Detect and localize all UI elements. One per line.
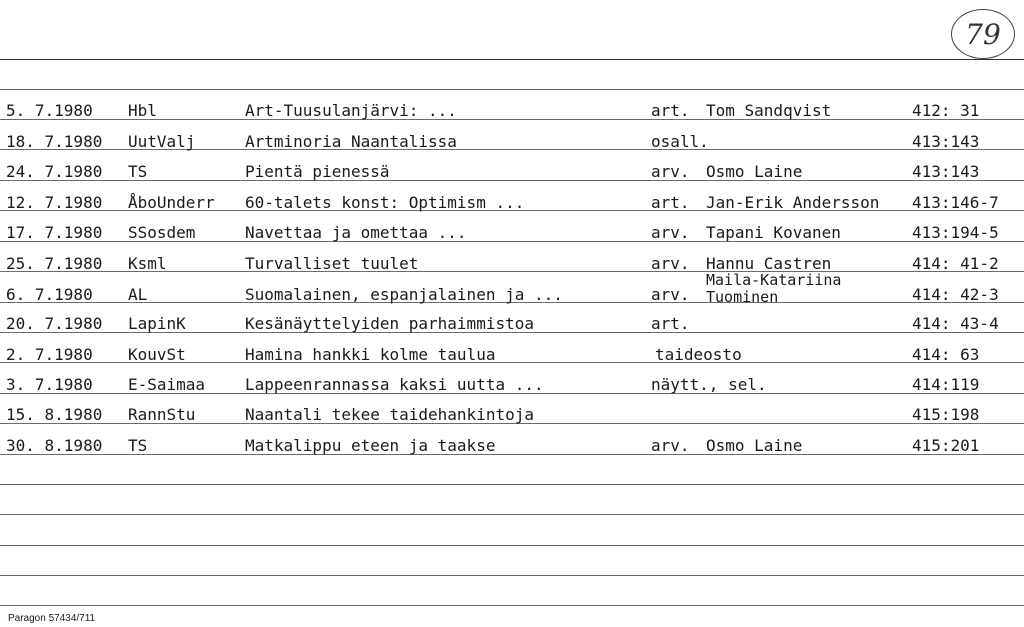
entry-title: 60-talets konst: Optimism ... [245, 193, 525, 212]
entry-date: 25. 7.1980 [6, 254, 103, 273]
entry-date: 30. 8.1980 [6, 436, 103, 455]
entry-date: 12. 7.1980 [6, 193, 103, 212]
entry-row [0, 130, 1024, 154]
entry-title: Lappeenrannassa kaksi uutta ... [245, 375, 544, 394]
entry-reference: 414: 43-4 [912, 314, 999, 333]
entry-source: TS [128, 162, 148, 181]
entry-row [0, 221, 1024, 245]
entry-title: Artminoria Naantalissa [245, 132, 457, 151]
entry-author: Osmo Laine [706, 436, 803, 455]
entry-title: Naantali tekee taidehankintoja [245, 405, 534, 424]
entry-title: Hamina hankki kolme taulua [245, 345, 496, 364]
entry-author: Osmo Laine [706, 162, 803, 181]
entry-date: 15. 8.1980 [6, 405, 103, 424]
entry-source: RannStu [128, 405, 196, 424]
entry-type: näytt., sel. [651, 375, 767, 394]
entry-source: ÅboUnderr [128, 193, 215, 212]
entry-reference: 415:198 [912, 405, 980, 424]
entry-source: TS [128, 436, 148, 455]
entry-source: AL [128, 285, 148, 304]
entry-row [0, 343, 1024, 367]
entry-type: arv. [651, 162, 690, 181]
author-first-name-line: Maila-Katariina [706, 271, 842, 289]
entry-source: SSosdem [128, 223, 196, 242]
entry-title: Kesänäyttelyiden parhaimmistoa [245, 314, 534, 333]
entry-date: 5. 7.1980 [6, 101, 93, 120]
entry-date: 2. 7.1980 [6, 345, 93, 364]
entry-source: UutValj [128, 132, 196, 151]
entry-source: E-Saimaa [128, 375, 206, 394]
entry-date: 18. 7.1980 [6, 132, 103, 151]
entry-row [0, 271, 1024, 307]
entry-row [0, 373, 1024, 397]
entry-title: Art-Tuusulanjärvi: ... [245, 101, 457, 120]
entry-row [0, 191, 1024, 215]
entry-title: Navettaa ja omettaa ... [245, 223, 467, 242]
entry-date: 3. 7.1980 [6, 375, 93, 394]
entry-reference: 414: 42-3 [912, 285, 999, 304]
ruled-line [0, 89, 1024, 90]
entry-author: Tom Sandqvist [706, 101, 832, 120]
entry-row [0, 312, 1024, 336]
entry-reference: 413:194-5 [912, 223, 999, 242]
entry-date: 17. 7.1980 [6, 223, 103, 242]
entry-date: 24. 7.1980 [6, 162, 103, 181]
entry-type: art. [651, 101, 690, 120]
author-last-name-line: Tuominen [706, 288, 779, 306]
entry-type: arv. [651, 223, 690, 242]
entry-author: Jan-Erik Andersson [706, 193, 880, 212]
entry-row [0, 99, 1024, 123]
entry-reference: 413:143 [912, 162, 980, 181]
entry-source: KouvSt [128, 345, 186, 364]
entry-type: art. [651, 314, 690, 333]
entry-row [0, 403, 1024, 427]
ruled-line [0, 484, 1024, 485]
entry-type: arv. [651, 254, 690, 273]
entry-title: Pientä pienessä [245, 162, 390, 181]
entry-row [0, 434, 1024, 458]
page-number-stamp: 79 [951, 9, 1015, 59]
header-rule [0, 59, 1024, 60]
entry-title: Matkalippu eteen ja taakse [245, 436, 496, 455]
entry-reference: 414: 41-2 [912, 254, 999, 273]
entry-type: osall. [651, 132, 709, 151]
entry-author [706, 272, 841, 306]
entry-reference: 412: 31 [912, 101, 980, 120]
entry-date: 20. 7.1980 [6, 314, 103, 333]
entry-title: Suomalainen, espanjalainen ja ... [245, 285, 563, 304]
entry-source: Ksml [128, 254, 167, 273]
entry-title: Turvalliset tuulet [245, 254, 419, 273]
card-form-number: Paragon 57434/711 [8, 613, 96, 624]
ruled-line [0, 514, 1024, 515]
entry-reference: 414: 63 [912, 345, 980, 364]
entry-row [0, 252, 1024, 276]
entry-author: Tapani Kovanen [706, 223, 841, 242]
entry-type: arv. [651, 285, 690, 304]
entry-reference: 413:143 [912, 132, 980, 151]
entry-source: Hbl [128, 101, 157, 120]
entry-type: taideosto [655, 345, 742, 364]
ruled-line [0, 605, 1024, 606]
entry-date: 6. 7.1980 [6, 285, 93, 304]
entry-reference: 415:201 [912, 436, 980, 455]
ruled-line [0, 545, 1024, 546]
entry-source: LapinK [128, 314, 186, 333]
entry-type: arv. [651, 436, 690, 455]
entry-type: art. [651, 193, 690, 212]
entry-reference: 414:119 [912, 375, 980, 394]
entry-row [0, 160, 1024, 184]
ruled-line [0, 575, 1024, 576]
entry-reference: 413:146-7 [912, 193, 999, 212]
entry-author: Hannu Castren [706, 254, 832, 273]
